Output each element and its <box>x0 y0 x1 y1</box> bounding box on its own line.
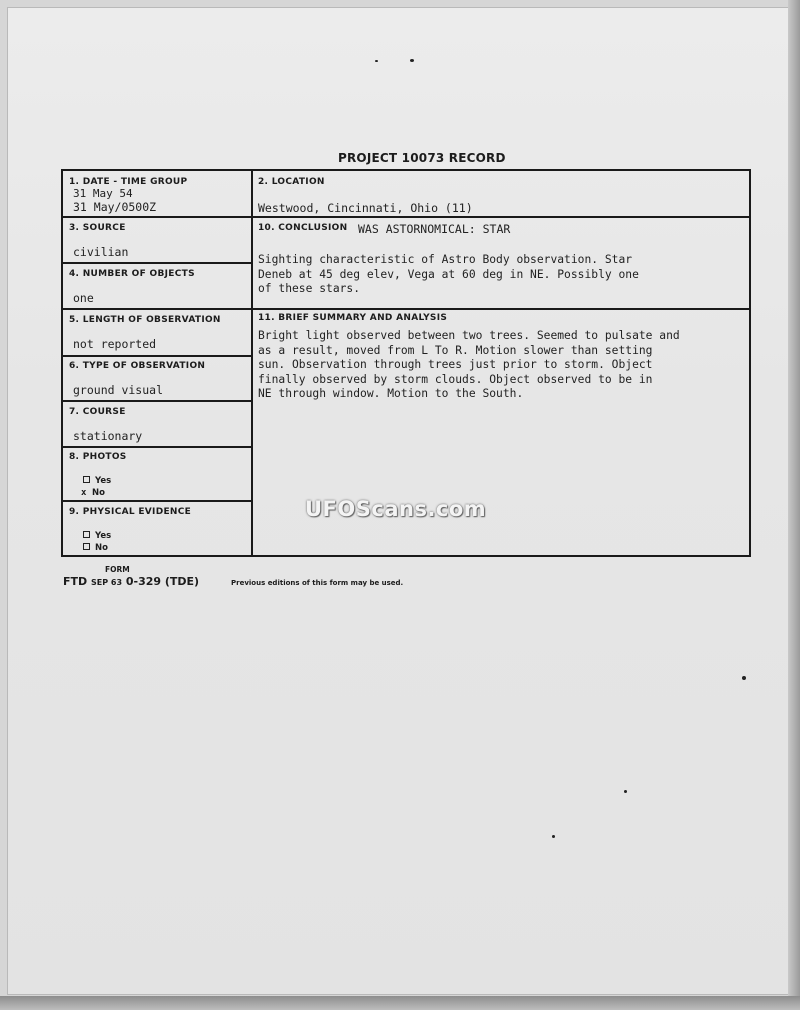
photos-no-option[interactable] <box>81 488 105 498</box>
source-label: 3. SOURCE <box>69 223 126 233</box>
conclusion-label: 10. CONCLUSION <box>258 223 348 233</box>
physical-evidence-yes-option[interactable] <box>83 531 111 541</box>
column-divider <box>251 171 253 555</box>
record-title: PROJECT 10073 RECORD <box>338 151 506 165</box>
scan-edge-bottom <box>0 996 800 1010</box>
row-divider <box>63 400 251 402</box>
row-divider <box>63 216 251 218</box>
checkbox-icon <box>83 531 90 538</box>
scan-edge-right <box>788 0 800 1010</box>
date-time-label: 1. DATE - TIME GROUP <box>69 177 188 187</box>
row-divider <box>63 262 251 264</box>
scan-speck <box>624 790 627 793</box>
photos-yes-option[interactable] <box>83 476 111 486</box>
course-value: stationary <box>73 429 143 443</box>
summary-text: Bright light observed between two trees. Seemed to pulsate and as a result, moved from L To R. Motion slower than setting sun. Observation through trees just prior to storm. Object finally observed by storm clouds. Object observed to be in NE through window. Motion to the South. <box>258 329 680 401</box>
location-value: Westwood, Cincinnati, Ohio (11) <box>258 201 473 215</box>
physical-evidence-yes-label: Yes <box>95 531 112 541</box>
number-of-objects-value: one <box>73 291 94 305</box>
checked-mark-icon: x <box>81 488 87 498</box>
row-divider <box>251 216 749 218</box>
scan-speck <box>742 676 746 680</box>
photos-no-label: No <box>92 488 105 498</box>
row-divider <box>63 308 251 310</box>
conclusion-detail: Sighting characteristic of Astro Body observation. Star Deneb at 45 deg elev, Vega at 60 deg in NE. Possibly one of these stars. <box>258 253 639 296</box>
footer-form-id <box>63 575 199 588</box>
date-time-value-1: 31 May 54 <box>73 187 133 200</box>
type-of-observation-value: ground visual <box>73 383 164 397</box>
footer-date-code: SEP 63 <box>91 578 123 587</box>
footer-form-word: FORM <box>105 565 130 574</box>
row-divider <box>251 308 749 310</box>
physical-evidence-label: 9. PHYSICAL EVIDENCE <box>69 507 192 517</box>
course-label: 7. COURSE <box>69 407 126 417</box>
scan-speck <box>375 60 378 62</box>
number-of-objects-label: 4. NUMBER OF OBJECTS <box>69 269 195 279</box>
footer-form-number: 0-329 (TDE) <box>125 575 200 588</box>
row-divider <box>63 355 251 357</box>
location-label: 2. LOCATION <box>258 177 325 187</box>
source-value: civilian <box>73 245 129 259</box>
length-of-observation-label: 5. LENGTH OF OBSERVATION <box>69 315 221 325</box>
date-time-value-2: 31 May/0500Z <box>73 200 157 214</box>
checkbox-icon <box>83 476 90 483</box>
row-divider <box>63 446 251 448</box>
conclusion-value: WAS ASTORNOMICAL: STAR <box>358 222 511 236</box>
summary-label: 11. BRIEF SUMMARY AND ANALYSIS <box>258 313 448 323</box>
row-divider <box>63 500 251 502</box>
photos-label: 8. PHOTOS <box>69 452 127 462</box>
footer-note: Previous editions of this form may be used. <box>231 579 404 587</box>
scan-speck <box>552 835 555 838</box>
watermark: UFOScans.com <box>305 497 487 521</box>
checkbox-icon <box>83 543 90 550</box>
photos-yes-label: Yes <box>95 476 112 486</box>
physical-evidence-no-label: No <box>95 543 108 553</box>
type-of-observation-label: 6. TYPE OF OBSERVATION <box>69 361 206 371</box>
scan-speck <box>410 59 414 62</box>
length-of-observation-value: not reported <box>73 337 157 351</box>
physical-evidence-no-option[interactable] <box>83 543 108 553</box>
footer-ftd: FTD <box>63 575 88 588</box>
